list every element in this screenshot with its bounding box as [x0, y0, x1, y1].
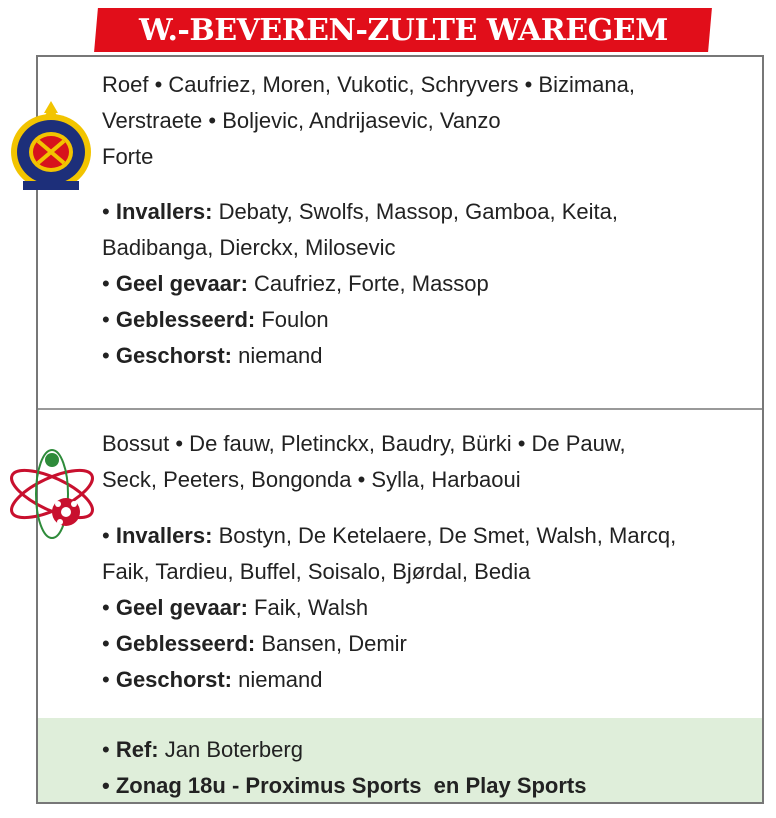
invallers-line-2: Faik, Tardieu, Buffel, Soisalo, Bjørdal, Bedia [102, 559, 531, 584]
geschorst-label: Geschorst: [115, 667, 232, 692]
geel-gevaar-label: Geel gevaar: [115, 595, 248, 620]
title-banner [94, 8, 712, 52]
geblesseerd-label: Geblesseerd: [115, 631, 256, 656]
geschorst-label: Geschorst: [115, 343, 232, 368]
team2-section [38, 408, 762, 720]
invallers-value: Bostyn, De Ketelaere, De Smet, Walsh, Marcq, [218, 523, 677, 548]
geblesseerd-value: Bansen, Demir [261, 631, 407, 656]
geblesseerd-value: Foulon [261, 307, 329, 332]
geel-gevaar-value: Caufriez, Forte, Massop [254, 271, 489, 296]
match-info-section [38, 718, 762, 802]
geschorst-line: • Geschorst: niemand [102, 667, 323, 692]
geel-gevaar-line: • Geel gevaar: Caufriez, Forte, Massop [102, 271, 489, 296]
referee-value: Jan Boterberg [164, 737, 303, 762]
referee-line: • Ref: Jan Boterberg [102, 737, 303, 762]
geel-gevaar-line: • Geel gevaar: Faik, Walsh [102, 595, 369, 620]
geschorst-value: niemand [238, 343, 323, 368]
invallers-label: Invallers: [115, 199, 213, 224]
invallers-line: • Invallers: Bostyn, De Ketelaere, De Smet, Walsh, Marcq, [102, 523, 677, 548]
geschorst-line: • Geschorst: niemand [102, 343, 323, 368]
lineup-box [36, 55, 764, 804]
team1-section [38, 57, 762, 408]
geel-gevaar-value: Faik, Walsh [254, 595, 369, 620]
invallers-line: • Invallers: Debaty, Swolfs, Massop, Gamboa, Keita, [102, 199, 618, 224]
geblesseerd-line: • Geblesseerd: Bansen, Demir [102, 631, 407, 656]
lineup-line: Forte [102, 144, 154, 169]
broadcast-value: Zonag 18u - Proximus Sports en Play Sports [115, 773, 587, 798]
waasland-beveren-crest-icon [8, 97, 94, 197]
invallers-value: Debaty, Swolfs, Massop, Gamboa, Keita, [218, 199, 618, 224]
lineup-line: Bossut • De fauw, Pletinckx, Baudry, Bürki • De Pauw, [102, 431, 626, 456]
broadcast-line: • Zonag 18u - Proximus Sports en Play Sports [102, 773, 587, 798]
geblesseerd-label: Geblesseerd: [115, 307, 256, 332]
invallers-label: Invallers: [115, 523, 213, 548]
lineup-line: Roef • Caufriez, Moren, Vukotic, Schryvers • Bizimana, [102, 72, 635, 97]
page-title: W.-BEVEREN-ZULTE WAREGEM [138, 12, 668, 48]
geel-gevaar-label: Geel gevaar: [115, 271, 248, 296]
zulte-waregem-crest-icon [4, 446, 100, 546]
invallers-line-2: Badibanga, Dierckx, Milosevic [102, 235, 396, 260]
lineup-line: Verstraete • Boljevic, Andrijasevic, Vanzo [102, 108, 501, 133]
referee-label: Ref: [115, 737, 159, 762]
lineup-line: Seck, Peeters, Bongonda • Sylla, Harbaoui [102, 467, 521, 492]
geschorst-value: niemand [238, 667, 323, 692]
geblesseerd-line: • Geblesseerd: Foulon [102, 307, 329, 332]
